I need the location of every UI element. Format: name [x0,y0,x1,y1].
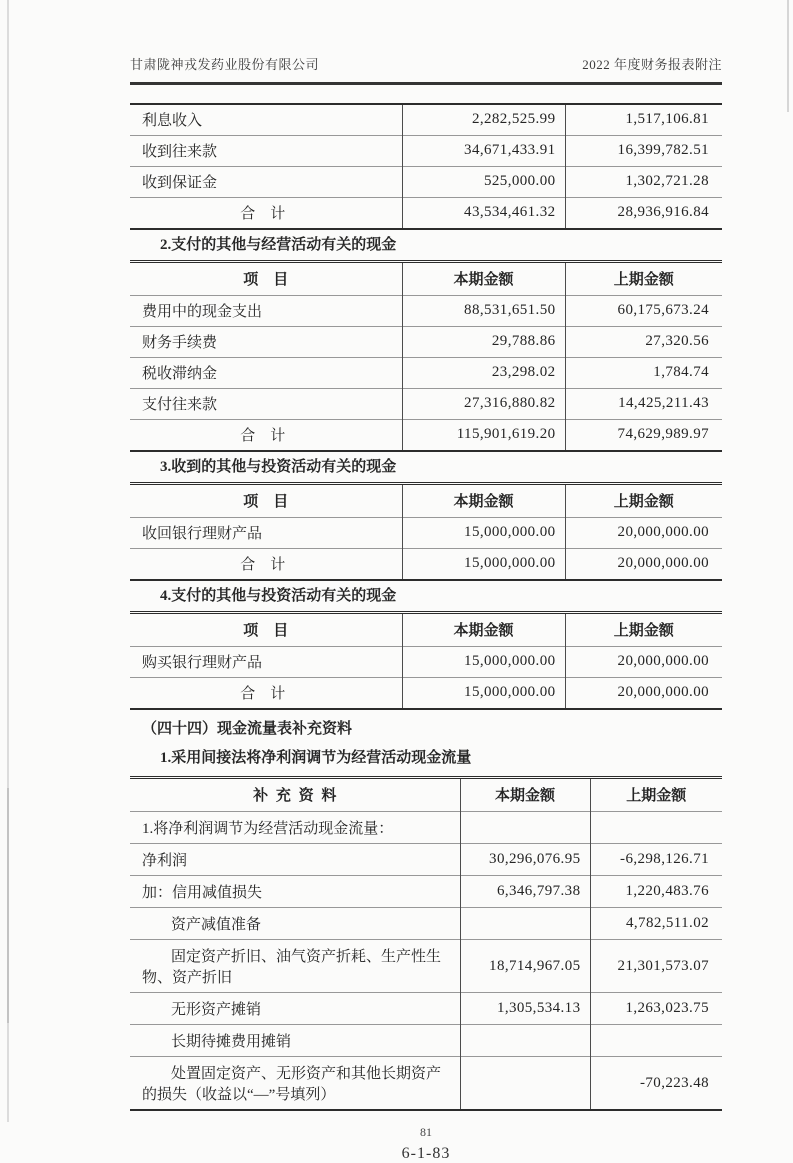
section-subheading-indirect-method: 1.采用间接法将净利润调节为经营活动现金流量 [160,750,472,766]
table-row [130,1025,722,1057]
other-investing-cash-paid-table [130,611,722,710]
current-amount: 1,305,534.13 [460,993,590,1025]
current-amount: 15,000,000.00 [402,678,565,710]
table-row [130,389,722,420]
current-amount: 525,000.00 [402,167,565,198]
item-label: 利息收入 [130,104,402,136]
page-footer [130,1125,722,1163]
current-amount: 15,000,000.00 [402,647,565,678]
prior-amount [590,812,722,844]
item-label: 合 计 [130,420,402,452]
table-row [130,136,722,167]
header-row [130,484,722,518]
section-heading-supplement: （四十四）现金流量表补充资料 [142,721,353,737]
prior-amount: 4,782,511.02 [590,908,722,940]
table-row [130,198,722,230]
other-operating-cash-received-table [130,103,722,230]
page-header [130,0,722,73]
page-code: 6-1-83 [401,1145,451,1162]
table-row [130,296,722,327]
column-header: 项 目 [130,484,402,518]
company-name: 甘肃陇神戎发药业股份有限公司 [130,57,320,72]
item-label: 合 计 [130,678,402,710]
current-amount: 88,531,651.50 [402,296,565,327]
report-title: 2022 年度财务报表附注 [582,57,722,72]
header-row [130,613,722,647]
item-label: 收到往来款 [130,136,402,167]
prior-amount [590,1025,722,1057]
current-amount: 27,316,880.82 [402,389,565,420]
prior-amount: 1,784.74 [565,358,722,389]
item-label: 收回银行理财产品 [130,518,402,549]
prior-amount: 74,629,989.97 [565,420,722,452]
scan-edge-artifact-left-dark [7,788,9,1023]
current-amount [460,908,590,940]
scan-edge-artifact-right [787,0,789,112]
supplementary-cash-flow-table [130,776,722,1111]
prior-amount: 20,000,000.00 [565,518,722,549]
prior-amount: 1,302,721.28 [565,167,722,198]
prior-amount: -70,223.48 [590,1057,722,1111]
column-header: 上期金额 [626,788,687,804]
page [130,0,722,1163]
table-row [130,678,722,710]
current-amount: 15,000,000.00 [402,549,565,581]
item-label: 合 计 [130,198,402,230]
current-amount [460,1025,590,1057]
table-row [130,993,722,1025]
table-row [130,1057,722,1111]
prior-amount: 20,000,000.00 [565,549,722,581]
current-amount: 23,298.02 [402,358,565,389]
prior-amount: 1,220,483.76 [590,876,722,908]
prior-amount: 27,320.56 [565,327,722,358]
page-number: 81 [420,1125,432,1139]
item-label: 支付往来款 [130,389,402,420]
current-amount: 115,901,619.20 [402,420,565,452]
prior-amount: 16,399,782.51 [565,136,722,167]
table-row [130,358,722,389]
prior-amount: 20,000,000.00 [565,678,722,710]
item-label: 财务手续费 [130,327,402,358]
table-row [130,647,722,678]
item-label: 无形资产摊销 [130,993,460,1025]
header-rule [130,82,722,85]
table-row [130,420,722,452]
header-row [130,778,722,812]
item-label: 合 计 [130,549,402,581]
prior-amount: 20,000,000.00 [565,647,722,678]
table-row [130,104,722,136]
column-header: 项 目 [130,262,402,296]
prior-amount: 28,936,916.84 [565,198,722,230]
current-amount: 15,000,000.00 [402,518,565,549]
column-header: 本期金额 [402,262,565,296]
item-label: 加：信用减值损失 [130,876,460,908]
item-label: 购买银行理财产品 [130,647,402,678]
column-header: 补 充 资 料 [130,778,460,812]
column-header: 上期金额 [613,272,674,288]
column-header: 项 目 [130,613,402,647]
item-label: 资产减值准备 [130,908,460,940]
item-label: 收到保证金 [130,167,402,198]
column-header: 本期金额 [402,613,565,647]
other-investing-cash-received-table [130,482,722,581]
table-row [130,518,722,549]
table-row [130,908,722,940]
column-header: 上期金额 [613,494,674,510]
current-amount: 30,296,076.95 [460,844,590,876]
current-amount: 2,282,525.99 [402,104,565,136]
prior-amount: 1,517,106.81 [625,111,709,127]
column-header: 上期金额 [613,623,674,639]
item-label: 净利润 [130,844,460,876]
prior-amount: -6,298,126.71 [590,844,722,876]
table-row [130,327,722,358]
prior-amount: 1,263,023.75 [590,993,722,1025]
section-heading-paid-operating: 2.支付的其他与经营活动有关的现金 [160,237,397,253]
table-row [130,940,722,993]
current-amount: 43,534,461.32 [402,198,565,230]
current-amount: 29,788.86 [402,327,565,358]
table-row [130,844,722,876]
table-row [130,876,722,908]
prior-amount: 14,425,211.43 [565,389,722,420]
section-heading-paid-investing: 4.支付的其他与投资活动有关的现金 [160,588,397,604]
table-row [130,167,722,198]
table-row [130,812,722,844]
other-operating-cash-paid-table [130,260,722,452]
table-row [130,549,722,581]
item-label: 费用中的现金支出 [130,296,402,327]
header-row [130,262,722,296]
current-amount [460,812,590,844]
current-amount: 18,714,967.05 [460,940,590,993]
current-amount [460,1057,590,1111]
item-label: 长期待摊费用摊销 [130,1025,460,1057]
item-label: 1.将净利润调节为经营活动现金流量： [130,812,460,844]
section-heading-received-investing: 3.收到的其他与投资活动有关的现金 [160,459,397,475]
item-label: 固定资产折旧、油气资产折耗、生产性生物、资产折旧 [130,940,460,993]
prior-amount: 60,175,673.24 [565,296,722,327]
current-amount: 6,346,797.38 [460,876,590,908]
column-header: 本期金额 [460,778,590,812]
item-label: 税收滞纳金 [130,358,402,389]
current-amount: 34,671,433.91 [402,136,565,167]
column-header: 本期金额 [402,484,565,518]
prior-amount: 21,301,573.07 [590,940,722,993]
item-label: 处置固定资产、无形资产和其他长期资产的损失（收益以“—”号填列） [130,1057,460,1111]
